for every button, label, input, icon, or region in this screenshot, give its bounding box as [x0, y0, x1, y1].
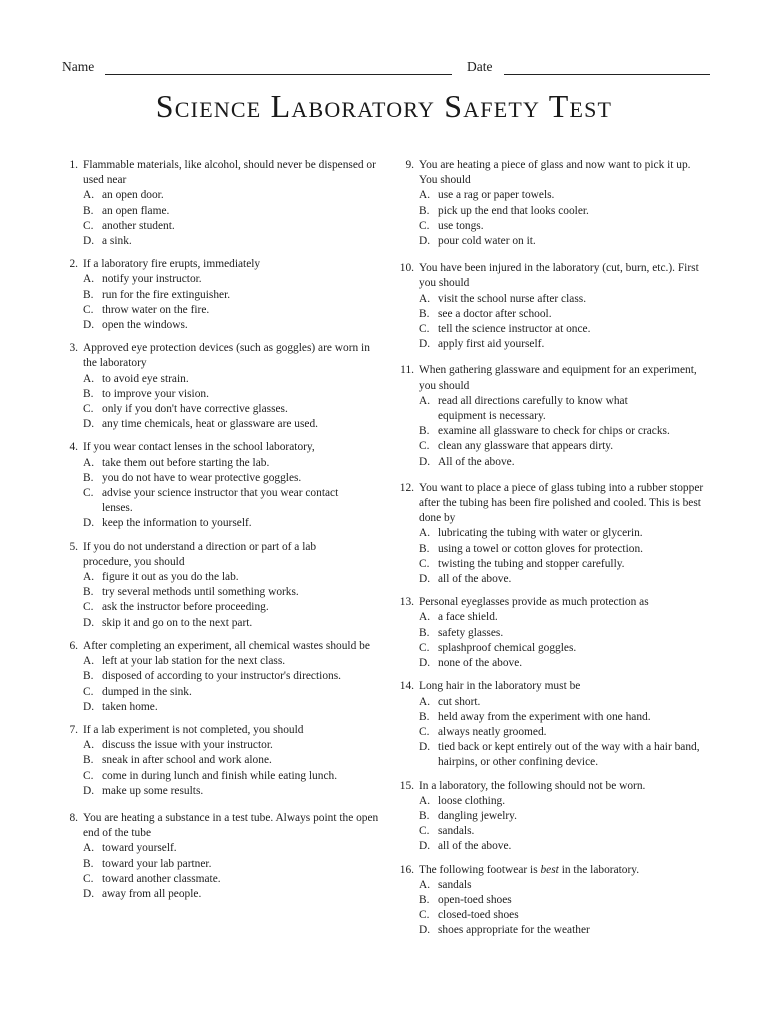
option-letter: D. — [419, 455, 431, 468]
option-text: toward yourself. — [102, 842, 177, 855]
option-letter: D. — [83, 616, 95, 629]
option-text: pour cold water on it. — [438, 235, 536, 248]
option-letter: D. — [419, 840, 431, 853]
question — [62, 158, 380, 249]
option-text: tied back or kept entirely out of the way with a hair band, hairpins, or other confining device. — [438, 741, 700, 769]
option-letter: B. — [83, 857, 94, 870]
option-text: left at your lab station for the next class. — [102, 655, 286, 668]
question-stem: If you wear contact lenses in the school laboratory, — [83, 441, 315, 454]
option-letter: C. — [83, 487, 94, 500]
option-list — [83, 456, 380, 532]
question-stem: After completing an experiment, all chemical wastes should be — [83, 639, 370, 652]
option-text: sandals. — [438, 825, 475, 838]
option-letter: A. — [83, 739, 95, 752]
option-text: tell the science instructor at once. — [438, 323, 591, 336]
option-letter: B. — [83, 586, 94, 599]
page-title: Science Laboratory Safety Test — [155, 88, 613, 124]
option-letter: D. — [83, 887, 95, 900]
option-letter: D. — [83, 517, 95, 530]
option — [419, 204, 710, 219]
option-text: an open flame. — [102, 204, 170, 217]
option-text: keep the information to yourself. — [102, 517, 252, 530]
option — [83, 387, 380, 402]
option — [83, 516, 380, 531]
question-number: 6. — [69, 639, 78, 652]
option-letter: D. — [419, 741, 431, 754]
question — [398, 679, 710, 770]
question-number: 2. — [69, 258, 78, 271]
option-letter: A. — [83, 842, 95, 855]
option-text: run for the fire extinguisher. — [102, 288, 231, 301]
question-stem: You want to place a piece of glass tubing into a rubber stopper after the tubing has been fire polished and cooled. This is best done by — [419, 481, 704, 525]
option — [83, 857, 380, 872]
option — [83, 417, 380, 432]
option — [419, 695, 710, 710]
option-list — [83, 570, 380, 631]
option-letter: A. — [419, 695, 431, 708]
option-letter: B. — [83, 754, 94, 767]
option-text: throw water on the fire. — [102, 303, 210, 316]
question-number: 14. — [399, 680, 414, 693]
option-letter: C. — [83, 872, 94, 885]
option-letter: A. — [419, 878, 431, 891]
option — [83, 700, 380, 715]
question-number: 5. — [69, 540, 78, 553]
option-text: make up some results. — [102, 784, 204, 797]
option — [419, 809, 710, 824]
question-number: 12. — [399, 481, 414, 494]
option-list — [83, 841, 380, 902]
option-text: examine all glassware to check for chips or cracks. — [438, 425, 670, 438]
option — [83, 288, 380, 303]
option-letter: A. — [419, 189, 431, 202]
option — [419, 337, 710, 352]
option-text: figure it out as you do the lab. — [102, 571, 239, 584]
option-list — [419, 878, 710, 939]
option-letter: D. — [83, 319, 95, 332]
option-text: use tongs. — [438, 219, 484, 232]
option-letter: D. — [419, 338, 431, 351]
option-list — [419, 610, 710, 671]
question-stem: When gathering glassware and equipment for an experiment, you should — [419, 364, 697, 392]
option — [83, 272, 380, 287]
option-text: open-toed shoes — [438, 893, 512, 906]
option — [419, 322, 710, 337]
option-letter: D. — [83, 700, 95, 713]
option-text: lubricating the tubing with water or glycerin. — [438, 527, 643, 540]
question — [62, 639, 380, 715]
question — [62, 341, 380, 432]
option-text: see a doctor after school. — [438, 307, 552, 320]
option-letter: C. — [419, 557, 430, 570]
option-list — [419, 188, 710, 249]
question-stem: You are heating a substance in a test tube. Always point the open end of the tube — [83, 811, 379, 840]
option — [419, 740, 710, 770]
option — [83, 234, 380, 249]
question-stem — [419, 863, 710, 878]
option — [83, 669, 380, 684]
option-text: pick up the end that looks cooler. — [438, 204, 589, 217]
option-letter: C. — [419, 440, 430, 453]
option — [83, 486, 352, 516]
question — [398, 261, 710, 352]
option — [419, 526, 710, 541]
question-number: 15. — [399, 779, 414, 792]
option-letter: A. — [419, 394, 431, 407]
option-letter: C. — [419, 909, 430, 922]
option-list — [83, 272, 380, 333]
option-text: all of the above. — [438, 840, 512, 853]
option-letter: B. — [419, 425, 430, 438]
option-text: always neatly groomed. — [438, 725, 547, 738]
option-list — [83, 654, 380, 715]
option-text: loose clothing. — [438, 794, 506, 807]
option — [419, 923, 710, 938]
option-text: toward another classmate. — [102, 872, 221, 885]
option — [419, 542, 710, 557]
option-text: take them out before starting the lab. — [102, 456, 270, 469]
option-letter: D. — [419, 573, 431, 586]
right-column — [398, 158, 710, 939]
option-list — [419, 794, 710, 855]
option-letter: B. — [419, 893, 430, 906]
option — [83, 318, 380, 333]
option-list — [83, 188, 380, 249]
option-letter: C. — [83, 769, 94, 782]
option-letter: A. — [83, 456, 95, 469]
option-text: only if you don't have corrective glasses. — [102, 403, 288, 416]
option-letter: B. — [83, 387, 94, 400]
option-text: read all directions carefully to know what equipment is necessary. — [438, 394, 628, 423]
option — [419, 641, 710, 656]
option-text: cut short. — [438, 695, 481, 708]
question-stem: If a lab experiment is not completed, you should — [83, 723, 304, 736]
option-letter: A. — [419, 611, 431, 624]
option-text: discuss the issue with your instructor. — [102, 739, 273, 752]
option-letter: B. — [419, 809, 430, 822]
option — [83, 456, 380, 471]
option-letter: A. — [419, 527, 431, 540]
option-letter: D. — [83, 418, 95, 431]
option-text: use a rag or paper towels. — [438, 189, 555, 202]
option-letter: B. — [83, 670, 94, 683]
option — [83, 188, 380, 203]
stem-text: in the laboratory. — [558, 863, 640, 876]
option-text: try several methods until something works. — [102, 586, 299, 599]
option-letter: A. — [83, 655, 95, 668]
option — [83, 784, 380, 799]
option-text: a sink. — [102, 235, 132, 248]
option-text: twisting the tubing and stopper carefully. — [438, 557, 625, 570]
option — [419, 292, 710, 307]
name-date-line — [62, 59, 712, 79]
option-text: away from all people. — [102, 887, 202, 900]
question-number: 16. — [399, 863, 414, 876]
option-list — [419, 292, 710, 353]
question — [398, 481, 710, 587]
question-stem: Personal eyeglasses provide as much protection as — [419, 596, 649, 609]
option-letter: C. — [83, 303, 94, 316]
option — [419, 878, 710, 893]
option-letter: A. — [419, 794, 431, 807]
option — [83, 204, 380, 219]
option-text: All of the above. — [438, 455, 515, 468]
option-text: visit the school nurse after class. — [438, 292, 587, 305]
option-text: ask the instructor before proceeding. — [102, 601, 269, 614]
name-blank[interactable] — [105, 74, 452, 75]
option-text: splashproof chemical goggles. — [438, 641, 577, 654]
option-list — [419, 526, 710, 587]
question-number: 3. — [69, 342, 78, 355]
option-text: apply first aid yourself. — [438, 338, 545, 351]
option-text: skip it and go on to the next part. — [102, 616, 253, 629]
option-text: taken home. — [102, 700, 158, 713]
date-label: Date — [467, 59, 493, 74]
option-letter: A. — [83, 273, 95, 286]
stem-emphasis: best — [540, 863, 559, 876]
date-blank[interactable] — [504, 74, 710, 75]
option-letter: D. — [83, 235, 95, 248]
option-text: you do not have to wear protective goggles. — [102, 471, 302, 484]
stem-text: The following footwear is — [419, 863, 541, 876]
option-text: to avoid eye strain. — [102, 372, 189, 385]
option-letter: A. — [83, 372, 95, 385]
option — [419, 794, 710, 809]
option-text: dumped in the sink. — [102, 685, 192, 698]
option-text: clean any glassware that appears dirty. — [438, 440, 614, 453]
option — [419, 824, 710, 839]
option-text: safety glasses. — [438, 626, 504, 639]
option — [419, 839, 710, 854]
question-stem: In a laboratory, the following should not be worn. — [419, 779, 646, 792]
option-letter: B. — [83, 204, 94, 217]
option-text: open the windows. — [102, 319, 188, 332]
option-text: dangling jewelry. — [438, 809, 517, 822]
option-text: an open door. — [102, 189, 164, 202]
left-column — [62, 158, 380, 902]
option-letter: B. — [419, 204, 430, 217]
question-number: 13. — [399, 596, 414, 609]
option — [83, 303, 380, 318]
option-text: come in during lunch and finish while eating lunch. — [102, 769, 338, 782]
question — [398, 158, 710, 249]
option-letter: A. — [419, 292, 431, 305]
option-letter: B. — [83, 288, 94, 301]
option-text: using a towel or cotton gloves for protection. — [438, 542, 643, 555]
option — [419, 439, 710, 454]
option — [83, 887, 380, 902]
question-stem: If a laboratory fire erupts, immediately — [83, 258, 261, 271]
option-letter: C. — [83, 685, 94, 698]
question-number: 10. — [399, 262, 414, 275]
option-text: held away from the experiment with one hand. — [438, 710, 651, 723]
question-stem: Approved eye protection devices (such as goggles) are worn in the laboratory — [83, 342, 370, 370]
option-list — [419, 394, 710, 470]
question — [62, 540, 380, 631]
option-text: sneak in after school and work alone. — [102, 754, 272, 767]
option-text: another student. — [102, 219, 175, 232]
option — [419, 307, 710, 322]
question — [398, 863, 710, 939]
option-letter: D. — [419, 924, 431, 937]
option-letter: B. — [83, 471, 94, 484]
option-text: sandals — [438, 878, 472, 891]
option-text: any time chemicals, heat or glassware are used. — [102, 418, 319, 431]
option — [419, 188, 710, 203]
option — [419, 656, 710, 671]
option — [83, 769, 380, 784]
option-letter: D. — [419, 657, 431, 670]
option — [419, 610, 710, 625]
option — [83, 219, 380, 234]
option — [83, 585, 380, 600]
option — [83, 654, 380, 669]
option-letter: A. — [83, 571, 95, 584]
option-letter: C. — [419, 725, 430, 738]
option-letter: B. — [419, 710, 430, 723]
option-text: none of the above. — [438, 657, 523, 670]
option-list — [83, 738, 380, 799]
option-text: closed-toed shoes — [438, 909, 519, 922]
option-letter: C. — [419, 825, 430, 838]
question — [62, 723, 380, 799]
option-text: shoes appropriate for the weather — [438, 924, 590, 937]
option-letter: B. — [419, 542, 430, 555]
option — [419, 572, 710, 587]
question — [62, 811, 380, 902]
option — [83, 753, 380, 768]
option-text: a face shield. — [438, 611, 498, 624]
question-number: 9. — [405, 159, 414, 171]
option — [419, 219, 710, 234]
option-letter: C. — [419, 219, 430, 232]
option — [419, 455, 710, 470]
question — [62, 440, 380, 531]
question-stem: Flammable materials, like alcohol, should never be dispensed or used near — [83, 159, 376, 187]
option-letter: D. — [419, 235, 431, 248]
option — [419, 626, 710, 641]
option — [83, 872, 380, 887]
question — [398, 595, 710, 671]
option — [83, 685, 380, 700]
question-stem: You have been injured in the laboratory (cut, burn, etc.). First you should — [419, 262, 699, 290]
option — [419, 908, 710, 923]
option-letter: C. — [83, 403, 94, 416]
option — [83, 402, 380, 417]
option-list — [419, 695, 710, 771]
option-text: advise your science instructor that you wear contact lenses. — [102, 487, 339, 515]
option — [419, 557, 710, 572]
question — [398, 363, 710, 469]
question-stem: If you do not understand a direction or part of a lab procedure, you should — [83, 540, 317, 568]
option-text: all of the above. — [438, 573, 512, 586]
option-letter: A. — [83, 189, 95, 202]
option — [419, 234, 710, 249]
option — [419, 424, 710, 439]
question-number: 1. — [69, 159, 78, 171]
option — [83, 600, 380, 615]
option-text: notify your instructor. — [102, 273, 202, 286]
question-number: 7. — [69, 723, 78, 736]
option-list — [83, 372, 380, 433]
question-number: 11. — [400, 364, 414, 377]
option — [419, 893, 710, 908]
option-letter: B. — [419, 307, 430, 320]
option — [419, 710, 710, 725]
option — [83, 738, 380, 753]
option-letter: C. — [83, 601, 94, 614]
question-stem: Long hair in the laboratory must be — [419, 680, 581, 693]
question-stem: You are heating a piece of glass and now want to pick it up. You should — [419, 159, 691, 187]
option — [83, 841, 380, 856]
option-letter: D. — [83, 784, 95, 797]
option-text: toward your lab partner. — [102, 857, 212, 870]
question-number: 4. — [69, 441, 78, 454]
option-letter: C. — [83, 219, 94, 232]
option-letter: C. — [419, 323, 430, 336]
option-text: disposed of according to your instructor's directions. — [102, 670, 341, 683]
option — [419, 725, 710, 740]
option-letter: B. — [419, 626, 430, 639]
option — [83, 570, 380, 585]
option-letter: C. — [419, 641, 430, 654]
question-number: 8. — [69, 811, 78, 824]
question — [62, 257, 380, 333]
name-label: Name — [62, 59, 95, 74]
option — [83, 471, 380, 486]
option-text: to improve your vision. — [102, 387, 209, 400]
option — [83, 616, 380, 631]
option — [419, 394, 668, 424]
question — [398, 779, 710, 855]
option — [83, 372, 380, 387]
